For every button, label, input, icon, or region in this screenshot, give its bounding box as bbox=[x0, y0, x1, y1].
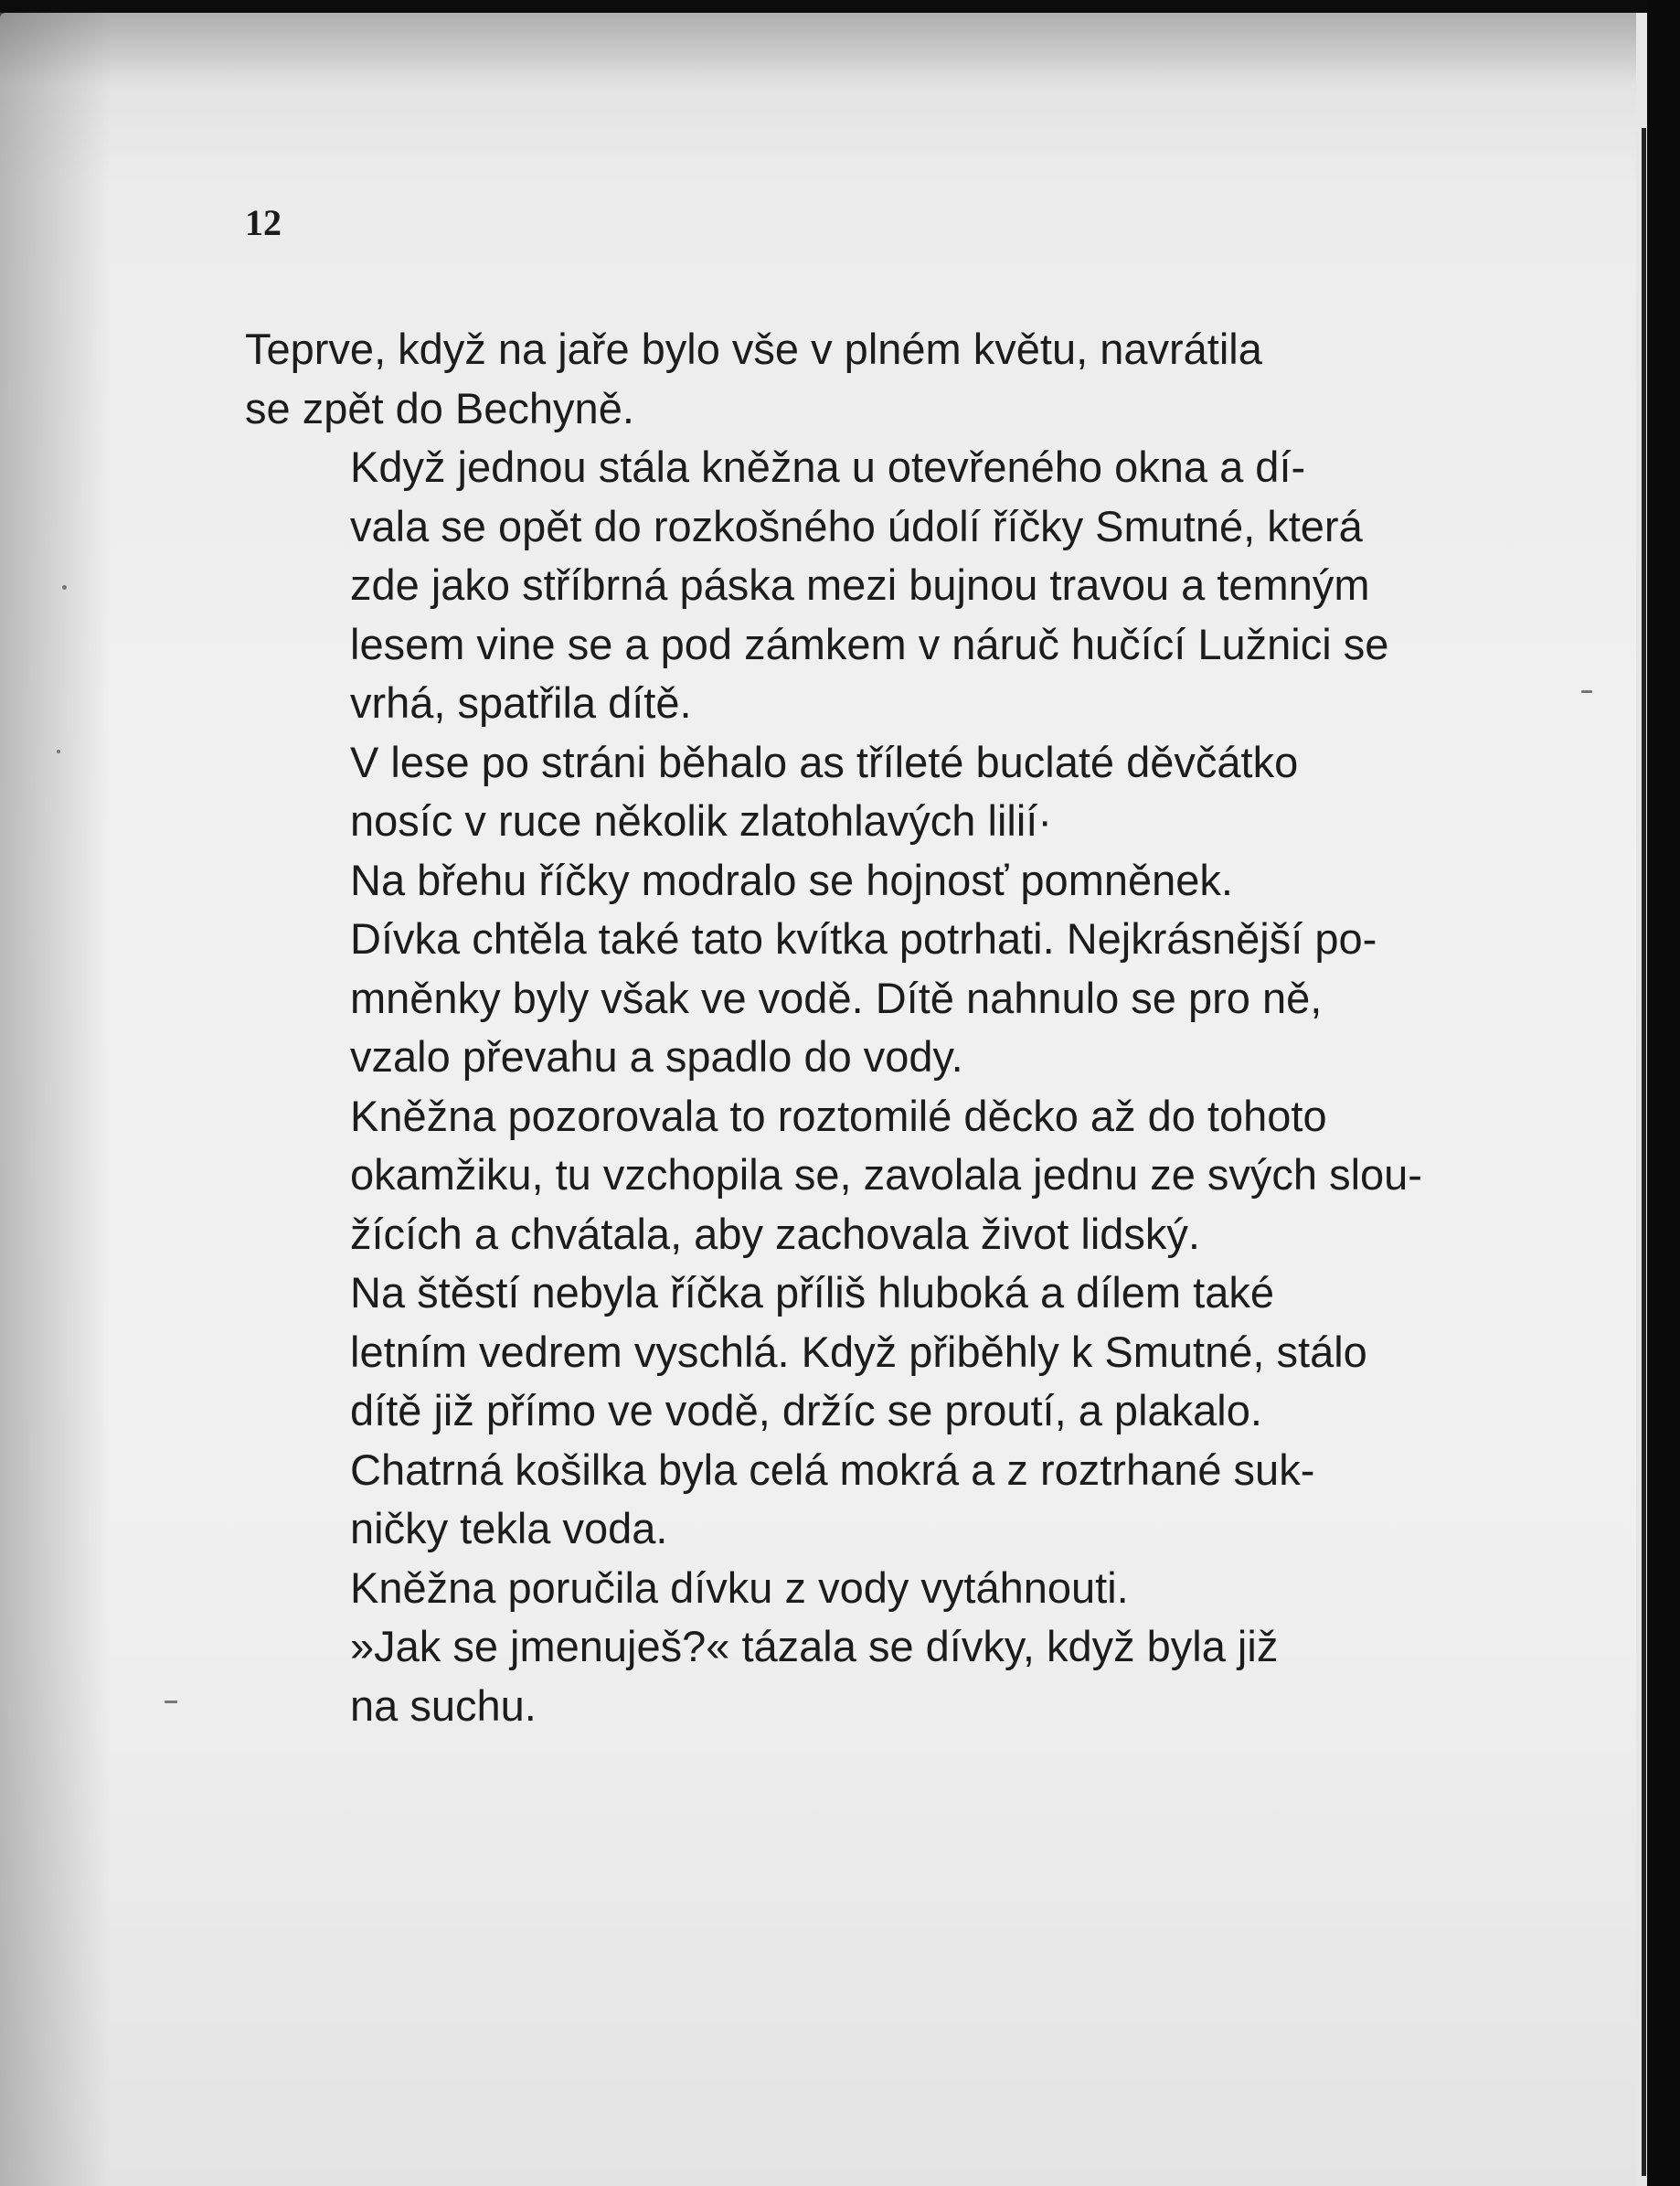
dust-speck bbox=[62, 585, 67, 590]
text-line: se zpět do Bechyně. bbox=[245, 383, 634, 432]
text-line: ničky tekla voda. bbox=[350, 1504, 668, 1552]
paragraph bbox=[245, 1617, 1447, 1735]
paragraph bbox=[245, 438, 1447, 733]
text-line: lesem vine se a pod zámkem v náruč hučící Lužnici se bbox=[350, 619, 1389, 668]
text-line: okamžiku, tu vzchopila se, zavolala jednu ze svých slou- bbox=[350, 1150, 1422, 1199]
text-line: Kněžna pozorovala to roztomilé děcko až do tohoto bbox=[350, 1091, 1327, 1140]
text-line: letním vedrem vyschlá. Když přiběhly k Smutné, stálo bbox=[350, 1327, 1367, 1376]
dust-speck bbox=[57, 750, 60, 753]
paragraph bbox=[245, 1559, 1447, 1618]
dust-speck bbox=[1581, 690, 1592, 693]
paragraph bbox=[245, 320, 1447, 438]
text-line: vala se opět do rozkošného údolí říčky Smutné, která bbox=[350, 501, 1363, 550]
text-line: Na štěstí nebyla říčka příliš hluboká a dílem také bbox=[350, 1268, 1274, 1317]
text-line: Když jednou stála kněžna u otevřeného okna a dí- bbox=[350, 443, 1306, 491]
text-line: vzalo převahu a spadlo do vody. bbox=[350, 1032, 963, 1081]
paragraph bbox=[245, 733, 1447, 851]
paragraph bbox=[245, 1087, 1447, 1264]
text-line: Na břehu říčky modralo se hojnosť pomněnek. bbox=[350, 855, 1233, 904]
text-line: žících a chvátala, aby zachovala život lidský. bbox=[350, 1209, 1200, 1258]
body-text bbox=[245, 320, 1447, 1735]
scan-right-edge bbox=[1647, 0, 1680, 2186]
text-line: vrhá, spatřila dítě. bbox=[350, 678, 692, 727]
text-line: zde jako stříbrná páska mezi bujnou travou a temným bbox=[350, 560, 1370, 609]
text-line: Teprve, když na jaře bylo vše v plném květu, navrátila bbox=[245, 325, 1262, 373]
text-line: »Jak se jmenuješ?« tázala se dívky, když byla již bbox=[350, 1622, 1279, 1670]
text-line: Chatrná košilka byla celá mokrá a z roztrhané suk- bbox=[350, 1445, 1315, 1494]
text-line: Kněžna poručila dívku z vody vytáhnouti. bbox=[350, 1562, 1129, 1612]
page-number: 12 bbox=[245, 202, 282, 243]
text-line: Dívka chtěla také tato kvítka potrhati. Nejkrásnější po- bbox=[350, 914, 1377, 963]
paragraph bbox=[245, 1264, 1447, 1441]
text-line: nosíc v ruce několik zlatohlavých lilií· bbox=[350, 796, 1052, 845]
binding-edge-line bbox=[1642, 128, 1646, 2176]
paragraph bbox=[245, 1441, 1447, 1559]
text-line: dítě již přímo ve vodě, držíc se proutí, a plakalo. bbox=[350, 1386, 1262, 1434]
dust-speck bbox=[165, 1701, 177, 1703]
text-line: na suchu. bbox=[350, 1680, 537, 1730]
paragraph bbox=[245, 851, 1447, 1087]
text-line: mněnky byly však ve vodě. Dítě nahnulo se pro ně, bbox=[350, 973, 1323, 1022]
text-line: V lese po stráni běhalo as tříleté buclaté děvčátko bbox=[350, 737, 1299, 786]
